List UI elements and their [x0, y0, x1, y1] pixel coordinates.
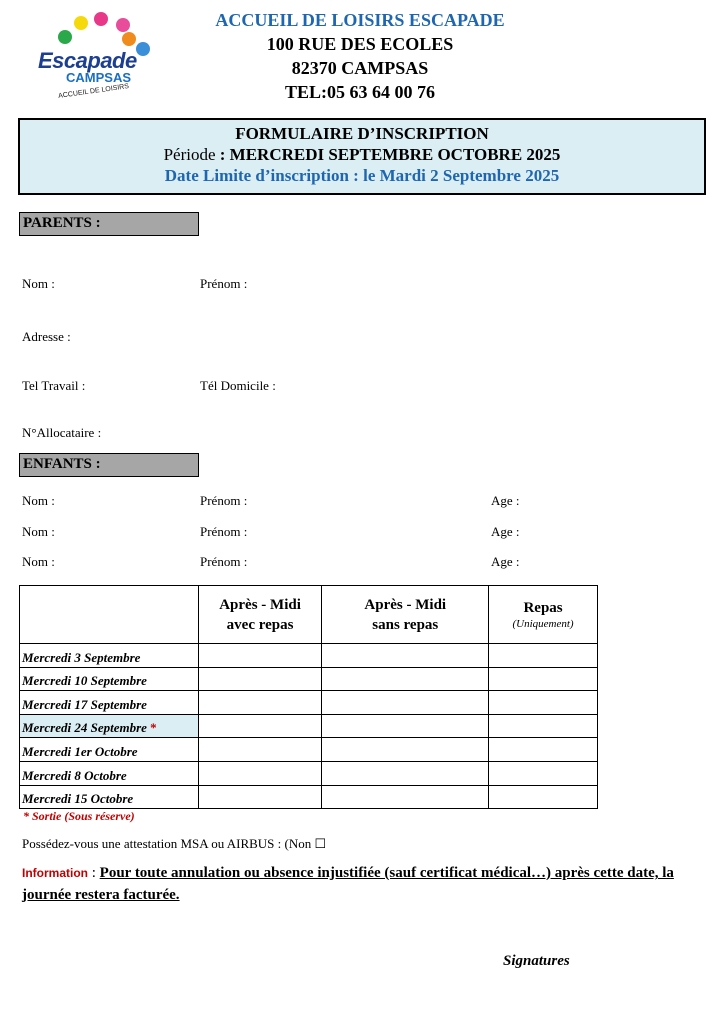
table-row — [20, 691, 598, 715]
header — [170, 8, 550, 104]
table-row — [20, 644, 598, 668]
msa-question: Possédez-vous une attestation MSA ou AIRBUS : (Non ☐ — [22, 836, 327, 851]
checkbox-cell[interactable] — [322, 667, 489, 691]
parent-adresse-label: Adresse : — [22, 329, 71, 344]
checkbox-cell[interactable] — [489, 761, 598, 785]
title-box — [18, 118, 706, 195]
child-figure-icon — [58, 30, 72, 44]
child-figure-icon — [74, 16, 88, 30]
address: 100 RUE DES ECOLES — [266, 34, 454, 54]
child-prenom-label: Prénom : — [200, 524, 248, 539]
logo-tag: ACCUEIL DE LOISIRS — [57, 83, 130, 100]
star-marker: * — [146, 720, 157, 736]
checkbox-cell[interactable] — [489, 738, 598, 762]
child-nom-label: Nom : — [22, 493, 55, 508]
child-prenom-label: Prénom : — [200, 493, 248, 508]
child-age-label: Age : — [491, 554, 520, 569]
day-label: Mercredi 3 Septembre — [20, 644, 199, 668]
checkbox-cell[interactable] — [322, 714, 489, 738]
checkbox-cell[interactable] — [198, 761, 322, 785]
day-label: Mercredi 8 Octobre — [20, 761, 199, 785]
child-nom-label: Nom : — [22, 524, 55, 539]
header-text: avec repas — [226, 616, 294, 633]
city: 82370 CAMPSAS — [291, 58, 429, 78]
day-label-highlight — [20, 714, 199, 738]
signatures-label: Signatures — [503, 953, 570, 969]
logo-word: Escapade — [38, 48, 137, 73]
child-nom-label: Nom : — [22, 554, 55, 569]
table-row — [20, 714, 598, 738]
header-apm-sans-repas — [322, 586, 489, 644]
checkbox-cell[interactable] — [198, 691, 322, 715]
checkbox-cell[interactable] — [322, 644, 489, 668]
phone: TEL:05 63 64 00 76 — [284, 82, 435, 102]
parent-tel-travail-label: Tel Travail : — [22, 378, 86, 393]
child-figure-icon — [136, 42, 150, 56]
child-figure-icon — [94, 12, 108, 26]
child-figure-icon — [122, 32, 136, 46]
parent-tel-domicile-label: Tél Domicile : — [200, 378, 276, 393]
checkbox-cell[interactable] — [322, 691, 489, 715]
schedule-table — [19, 585, 598, 809]
child-prenom-label: Prénom : — [200, 554, 248, 569]
information-block — [22, 862, 687, 906]
parents-section: PARENTS : — [19, 212, 199, 236]
table-row — [20, 761, 598, 785]
logo-sub: CAMPSAS — [66, 70, 132, 85]
day-label: Mercredi 10 Septembre — [20, 667, 199, 691]
header-text: Repas — [523, 600, 563, 616]
checkbox-cell[interactable] — [198, 738, 322, 762]
table-row — [20, 738, 598, 762]
day-text: Mercredi 24 Septembre — [22, 720, 147, 736]
header-text: sans repas — [372, 616, 439, 633]
information-label: Information — [22, 866, 88, 880]
parent-prenom-label: Prénom : — [200, 276, 248, 291]
header-apm-avec-repas — [198, 586, 322, 644]
checkbox-cell[interactable] — [489, 691, 598, 715]
logo — [36, 12, 156, 102]
table-header-row — [20, 586, 598, 644]
enfants-section: ENFANTS : — [19, 453, 199, 477]
checkbox-cell[interactable] — [198, 667, 322, 691]
table-row — [20, 785, 598, 809]
information-text: Pour toute annulation ou absence injustifiée (sauf certificat médical…) après cette date, la journée restera facturée. — [22, 865, 674, 903]
period-label: Période — [163, 145, 216, 164]
parent-nom-label: Nom : — [22, 276, 55, 291]
checkbox-cell[interactable] — [489, 785, 598, 809]
child-age-label: Age : — [491, 524, 520, 539]
day-label: Mercredi 17 Septembre — [20, 691, 199, 715]
header-text: Après - Midi — [219, 596, 301, 613]
header-subtext: (Uniquement) — [512, 618, 574, 630]
child-figure-icon — [116, 18, 130, 32]
day-label: Mercredi 15 Octobre — [20, 785, 199, 809]
information-separator: : — [88, 865, 100, 881]
header-repas — [489, 586, 598, 644]
deadline: Date Limite d’inscription : le Mardi 2 Septembre 2025 — [164, 166, 560, 185]
checkbox-cell[interactable] — [198, 644, 322, 668]
sortie-note: * Sortie (Sous réserve) — [23, 809, 135, 823]
form-title: FORMULAIRE D’INSCRIPTION — [235, 124, 489, 143]
parent-allocataire-label: N°Allocataire : — [22, 425, 102, 440]
checkbox-cell[interactable] — [198, 714, 322, 738]
checkbox-cell[interactable] — [322, 761, 489, 785]
child-age-label: Age : — [491, 493, 520, 508]
checkbox-cell[interactable] — [489, 667, 598, 691]
checkbox-cell[interactable] — [322, 738, 489, 762]
checkbox-cell[interactable] — [198, 785, 322, 809]
header-blank-cell — [20, 586, 199, 644]
table-row — [20, 667, 598, 691]
checkbox-cell[interactable] — [489, 714, 598, 738]
checkbox-cell[interactable] — [489, 644, 598, 668]
checkbox-cell[interactable] — [322, 785, 489, 809]
org-name: ACCUEIL DE LOISIRS ESCAPADE — [215, 10, 505, 30]
day-label: Mercredi 1er Octobre — [20, 738, 199, 762]
period-value: : MERCREDI SEPTEMBRE OCTOBRE 2025 — [215, 145, 561, 164]
period-line — [20, 145, 704, 165]
header-text: Après - Midi — [364, 596, 447, 613]
